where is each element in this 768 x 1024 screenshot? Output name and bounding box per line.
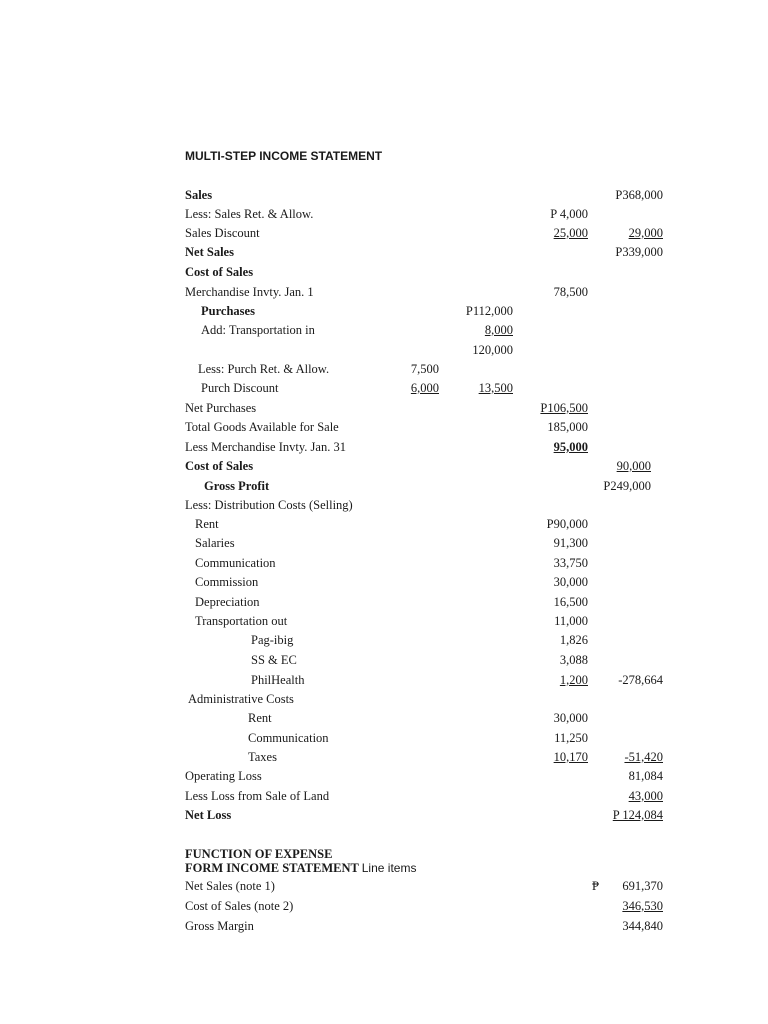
row-label: Less Loss from Sale of Land [185,789,330,803]
row-label: Net Sales [185,245,234,259]
table-row [0,671,768,690]
table-row [0,399,768,418]
row-amount-c3: 30,000 [553,575,588,589]
row-amount-c4: -51,420 [624,750,663,764]
row-amount-c2: 13,500 [478,381,513,395]
row-amount-c3: 11,000 [554,614,588,628]
row-label: Transportation out [195,614,288,628]
row-amount-c2: 8,000 [484,323,513,337]
table-row [0,877,768,896]
row-label: Operating Loss [185,769,262,783]
row-label: Sales Discount [185,226,260,240]
row-label: Purchases [201,304,255,318]
row-amount-c3: 11,250 [554,731,588,745]
table-row [0,341,768,360]
row-amount-c3: P90,000 [546,517,588,531]
row-label: Depreciation [195,595,260,609]
row-label: Communication [195,556,276,570]
row-amount-c2: 120,000 [472,343,513,357]
section2-heading-line1: FUNCTION OF EXPENSE [185,847,333,861]
table-row [0,534,768,553]
table-row [0,283,768,302]
table-row [0,612,768,631]
table-row [0,457,768,476]
row-amount-c2: P112,000 [465,304,513,318]
row-label: Communication [248,731,329,745]
row-amount-c4: 43,000 [628,789,663,803]
table-row [0,243,768,262]
row-label: Taxes [248,750,277,764]
row-amount-c3: 95,000 [553,440,588,454]
row-amount-c3: 91,300 [553,536,588,550]
row-label: PhilHealth [251,673,305,687]
table-row [0,224,768,243]
table-row [0,379,768,398]
row-label: Cost of Sales [185,459,254,473]
row-label: Net Sales (note 1) [185,879,275,893]
row-amount-c3: 33,750 [553,556,588,570]
row-label: Salaries [195,536,235,550]
row-amount: 691,370 [622,879,663,893]
table-row [0,438,768,457]
table-row [0,186,768,205]
table-row [0,806,768,825]
row-label: Less Merchandise Invty. Jan. 31 [185,440,346,454]
row-label: Less: Distribution Costs (Selling) [185,498,353,512]
section2-note: Line items [361,861,417,875]
row-amount-c4: P368,000 [615,188,663,202]
row-amount-c4: 90,000 [616,459,651,473]
row-amount-c3: 1,200 [559,673,588,687]
table-row [0,709,768,728]
table-row [0,631,768,650]
table-row [0,690,768,709]
peso-sign: ₱ [592,879,599,893]
table-row [0,573,768,592]
row-amount-c4: P249,000 [603,479,651,493]
table-row [0,263,768,282]
row-amount-c3: 30,000 [553,711,588,725]
row-amount-c3: 78,500 [553,285,588,299]
table-row [0,651,768,670]
row-amount-c4: 81,084 [628,769,663,783]
row-label: Less: Sales Ret. & Allow. [185,207,314,221]
row-label: Pag-ibig [251,633,294,647]
row-amount-c1: 6,000 [410,381,439,395]
row-amount-c3: 185,000 [547,420,588,434]
table-row [0,515,768,534]
row-amount-c3: P 4,000 [550,207,588,221]
row-label: Administrative Costs [188,692,294,706]
section2-heading-line2: FORM INCOME STATEMENT [185,861,359,875]
row-amount-c3: 25,000 [553,226,588,240]
page-title: MULTI-STEP INCOME STATEMENT [185,149,383,163]
row-label: Net Purchases [185,401,257,415]
row-label: Net Loss [185,808,232,822]
table-row [0,767,768,786]
row-label: Merchandise Invty. Jan. 1 [185,285,314,299]
table-row [0,496,768,515]
table-row [0,787,768,806]
table-row [0,360,768,379]
table-row [0,302,768,321]
row-amount-c3: 3,088 [559,653,588,667]
row-amount-c3: 1,826 [559,633,588,647]
row-label: Gross Margin [185,919,254,933]
table-row [0,748,768,767]
row-label: Total Goods Available for Sale [185,420,339,434]
row-amount-c3: 10,170 [553,750,588,764]
row-label: Rent [248,711,272,725]
table-row [0,897,768,916]
row-amount-c4: P339,000 [615,245,663,259]
row-label: Cost of Sales (note 2) [185,899,294,913]
row-amount-c4: -278,664 [618,673,663,687]
table-row [0,593,768,612]
row-amount-c4: 29,000 [628,226,663,240]
table-row [0,418,768,437]
row-label: Less: Purch Ret. & Allow. [198,362,330,376]
table-row [0,729,768,748]
row-label: Gross Profit [204,479,270,493]
table-row [0,477,768,496]
row-label: Sales [185,188,213,202]
row-amount-c3: P106,500 [540,401,588,415]
row-amount: 346,530 [622,899,663,913]
row-label: Add: Transportation in [201,323,315,337]
row-amount-c1: 7,500 [410,362,439,376]
row-label: Commission [195,575,259,589]
row-label: Rent [195,517,219,531]
row-label: Purch Discount [201,381,279,395]
section2-heading [185,861,416,876]
table-row [0,321,768,340]
row-amount-c4: P 124,084 [612,808,663,822]
row-label: Cost of Sales [185,265,254,279]
row-label: SS & EC [251,653,297,667]
table-row [0,917,768,936]
table-row [0,554,768,573]
row-amount: 344,840 [622,919,663,933]
table-row [0,205,768,224]
row-amount-c3: 16,500 [553,595,588,609]
